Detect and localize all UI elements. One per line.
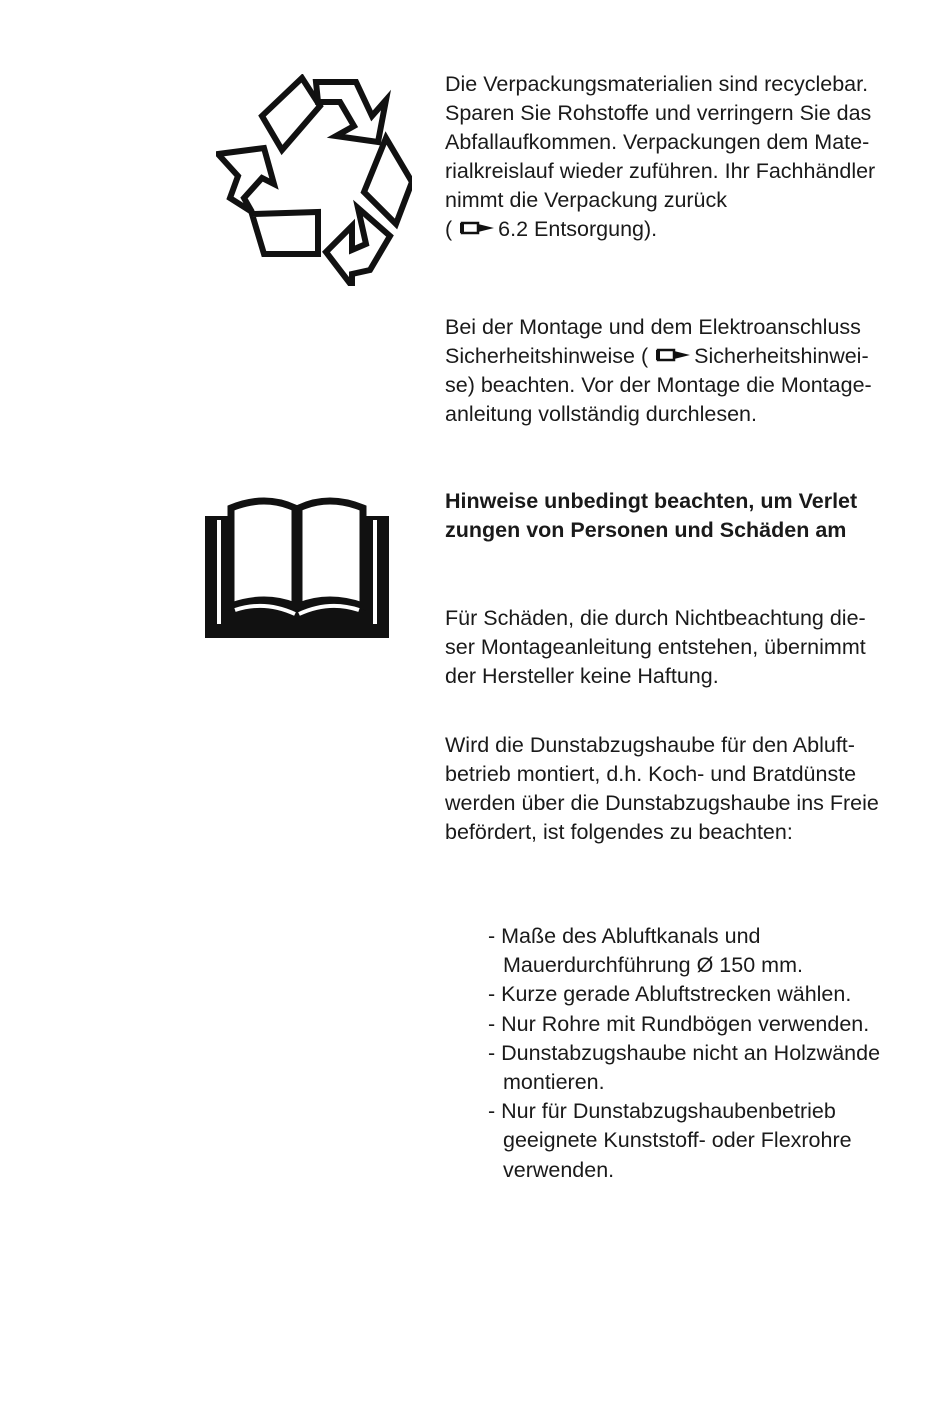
montage-line: se) beachten. Vor der Montage die Montage-: [445, 373, 872, 397]
book-icon: [205, 494, 389, 638]
liability-text: [445, 604, 945, 691]
exhaust-line: befördert, ist folgendes zu beachten:: [445, 820, 793, 844]
list-item: - Nur Rohre mit Rundbögen verwenden.: [488, 1011, 870, 1036]
list-item-continuation: montieren.: [503, 1070, 605, 1095]
recycle-line: nimmt die Verpackung zurück: [445, 188, 728, 212]
liability-line: der Hersteller keine Haftung.: [445, 664, 719, 688]
ref-text: 6.2 Entsorgung).: [498, 217, 658, 241]
warning-text: [445, 487, 945, 545]
exhaust-line: Wird die Dunstabzugshaube für den Abluft-: [445, 733, 855, 757]
list-item-continuation: geeignete Kunststoff- oder Flexrohre: [503, 1128, 852, 1153]
exhaust-line: betrieb montiert, d.h. Koch- und Bratdünste: [445, 762, 857, 786]
ref-open: (: [445, 217, 453, 241]
exhaust-line: werden über die Dunstabzugshaube ins Freie: [445, 791, 879, 815]
montage-text: [445, 313, 945, 429]
list-item-continuation: verwenden.: [503, 1157, 615, 1182]
cross-reference-arrow-icon: [656, 348, 692, 362]
recycle-icon: [216, 74, 412, 286]
cross-reference-arrow-icon: [460, 221, 496, 235]
list-item: - Maße des Abluftkanals und: [488, 924, 761, 948]
recycle-ref-line: [445, 215, 945, 244]
list-item: - Dunstabzugshaube nicht an Holzwände: [488, 1040, 881, 1065]
list-item: - Kurze gerade Abluftstrecken wählen.: [488, 982, 852, 1007]
recycle-text: [445, 70, 945, 244]
recycle-line: Abfallaufkommen. Verpackungen dem Mate-: [445, 130, 870, 154]
recycle-line: Sparen Sie Rohstoffe und verringern Sie das: [445, 101, 872, 125]
montage-line2-post: Sicherheitshinwei-: [694, 344, 869, 368]
liability-line: ser Montageanleitung entstehen, übernimmt: [445, 635, 866, 659]
exhaust-text: [445, 731, 945, 847]
liability-line: Für Schäden, die durch Nichtbeachtung die-: [445, 606, 866, 630]
warning-line: Hinweise unbedingt beachten, um Verlet: [445, 489, 858, 513]
montage-line2-pre: Sicherheitshinweise (: [445, 344, 649, 368]
list-item: - Nur für Dunstabzugshaubenbetrieb: [488, 1099, 836, 1124]
recycle-line: Die Verpackungsmaterialien sind recyclebar.: [445, 72, 869, 96]
montage-line: Bei der Montage und dem Elektroanschluss: [445, 315, 861, 339]
montage-line: [445, 342, 945, 371]
recycle-line: rialkreislauf wieder zuführen. Ihr Fachhändler: [445, 159, 876, 183]
list-item-continuation: Mauerdurchführung Ø 150 mm.: [503, 953, 803, 978]
requirements-list: [488, 922, 880, 1185]
montage-line: anleitung vollständig durchlesen.: [445, 402, 757, 426]
warning-line: zungen von Personen und Schäden am: [445, 518, 847, 542]
